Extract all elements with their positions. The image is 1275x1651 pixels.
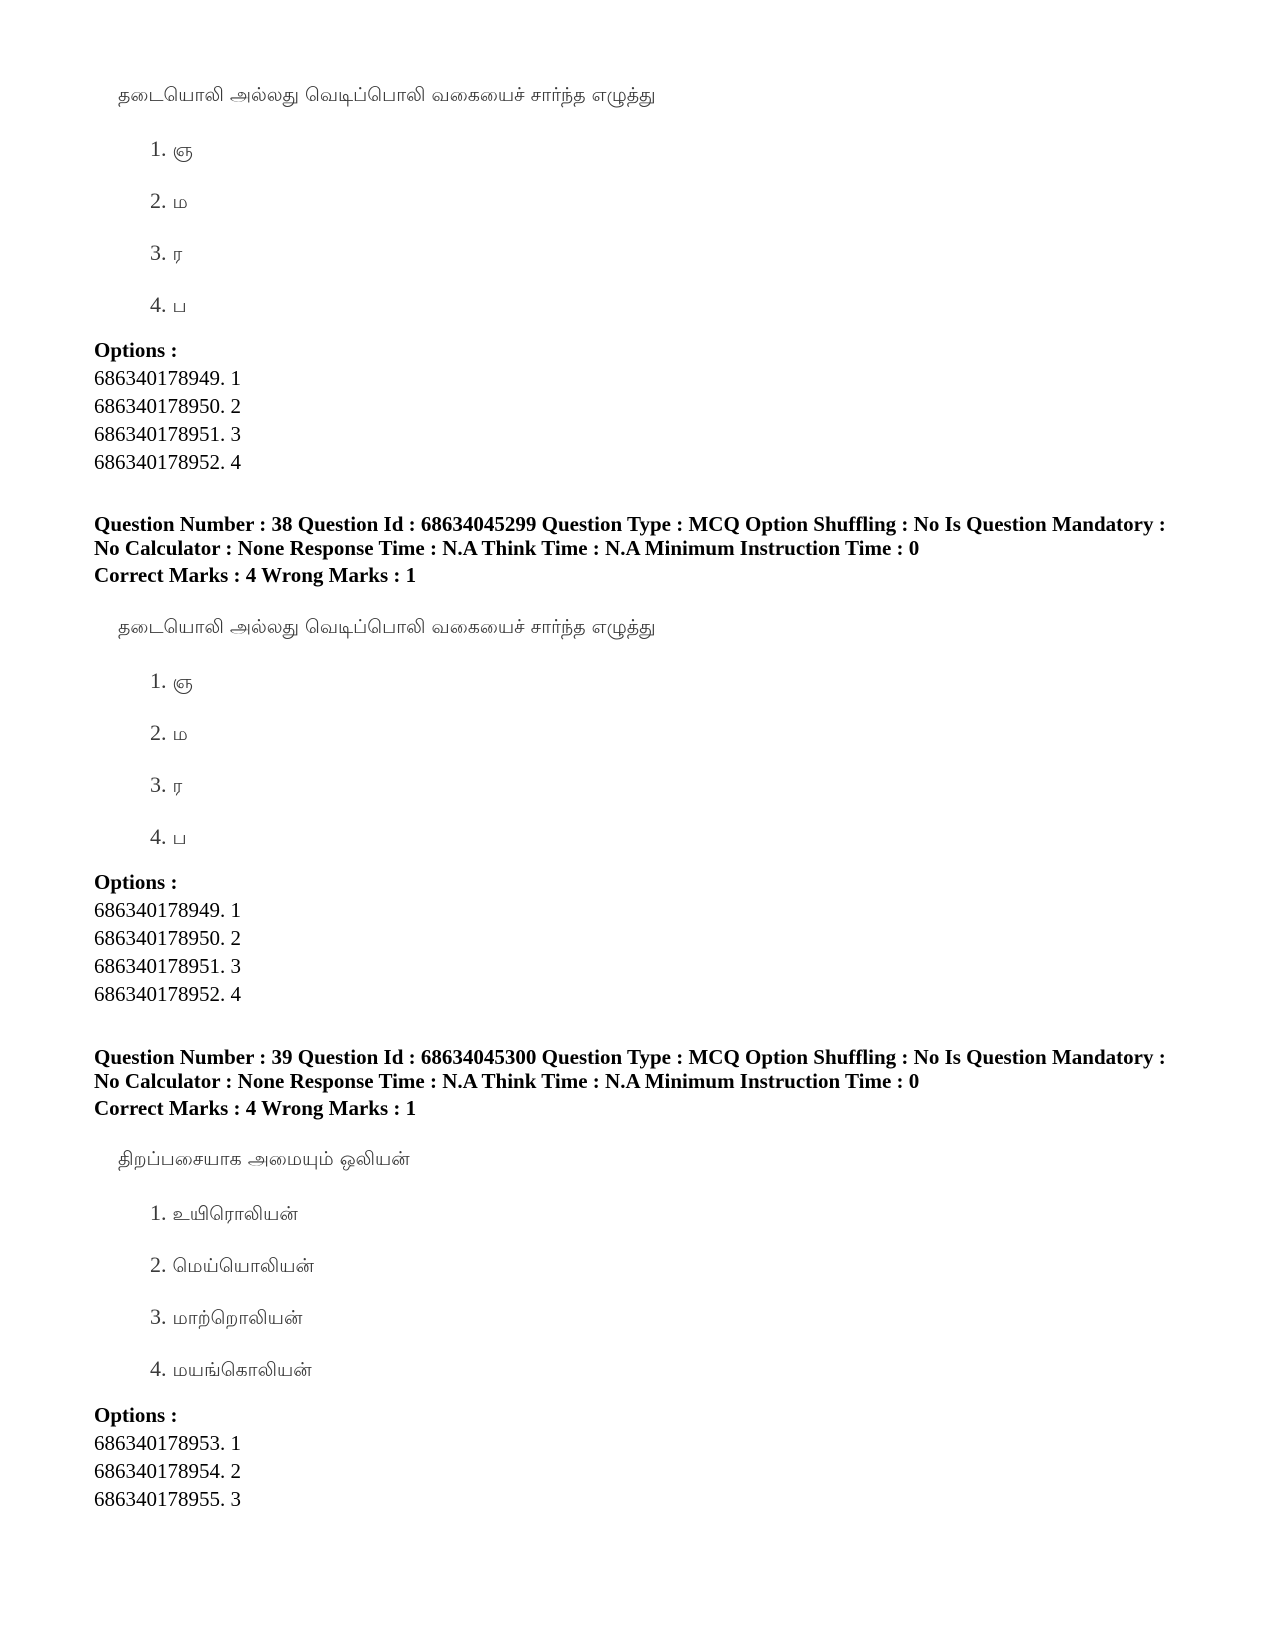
choice-text: ர (172, 243, 183, 265)
question-meta-line: Question Number : 38 Question Id : 68634045299 Question Type : MCQ Option Shuffling : No Is Question Mandatory : (94, 512, 1166, 536)
choice-number: 3. (150, 1304, 167, 1329)
question-marks: Correct Marks : 4 Wrong Marks : 1 (94, 563, 417, 587)
choice-text: ம (172, 191, 188, 213)
choice-number: 1. (150, 1200, 167, 1225)
options-heading: Options : (94, 338, 178, 362)
choice-item (150, 668, 193, 696)
choice-item (150, 824, 187, 852)
options-heading: Options : (94, 870, 178, 894)
choice-item (150, 720, 188, 748)
choice-number: 2. (150, 188, 167, 213)
choice-item (150, 188, 188, 216)
option-id-row: 686340178952. 4 (94, 982, 241, 1006)
choice-text: ஞ (172, 139, 193, 161)
choice-number: 3. (150, 772, 167, 797)
choice-item (150, 1356, 312, 1384)
option-id-row: 686340178951. 3 (94, 954, 241, 978)
choice-text: மயங்கொலியன் (172, 1359, 312, 1381)
choice-item (150, 1200, 298, 1228)
choice-number: 3. (150, 240, 167, 265)
options-heading: Options : (94, 1403, 178, 1427)
choice-text: மாற்றொலியன் (172, 1307, 303, 1329)
choice-item (150, 292, 187, 320)
question-marks: Correct Marks : 4 Wrong Marks : 1 (94, 1096, 417, 1120)
choice-text: உயிரொலியன் (172, 1203, 298, 1225)
choice-item (150, 1304, 302, 1332)
choice-number: 1. (150, 136, 167, 161)
question-stem: திறப்பசையாக அமையும் ஒலியன் (118, 1148, 410, 1170)
option-id-row: 686340178949. 1 (94, 898, 241, 922)
choice-text: ம (172, 723, 188, 745)
choice-number: 2. (150, 1252, 167, 1277)
question-stem: தடையொலி அல்லது வெடிப்பொலி வகையைச் சார்ந்த எழுத்து (118, 616, 656, 638)
option-id-row: 686340178952. 4 (94, 450, 241, 474)
option-id-row: 686340178949. 1 (94, 366, 241, 390)
question-meta-line: No Calculator : None Response Time : N.A Think Time : N.A Minimum Instruction Time : 0 (94, 1069, 920, 1093)
question-meta-line: No Calculator : None Response Time : N.A Think Time : N.A Minimum Instruction Time : 0 (94, 536, 920, 560)
choice-number: 4. (150, 824, 167, 849)
choice-item (150, 240, 182, 268)
option-id-row: 686340178950. 2 (94, 394, 241, 418)
choice-text: ஞ (172, 671, 193, 693)
option-id-row: 686340178955. 3 (94, 1487, 241, 1511)
choice-text: ர (172, 775, 183, 797)
choice-text: ப (172, 295, 187, 317)
option-id-row: 686340178950. 2 (94, 926, 241, 950)
choice-item (150, 772, 182, 800)
choice-number: 1. (150, 668, 167, 693)
choice-number: 2. (150, 720, 167, 745)
choice-item (150, 1252, 314, 1280)
question-stem: தடையொலி அல்லது வெடிப்பொலி வகையைச் சார்ந்த எழுத்து (118, 84, 656, 106)
choice-text: ப (172, 827, 187, 849)
option-id-row: 686340178954. 2 (94, 1459, 241, 1483)
choice-number: 4. (150, 292, 167, 317)
option-id-row: 686340178951. 3 (94, 422, 241, 446)
question-meta-line: Question Number : 39 Question Id : 68634045300 Question Type : MCQ Option Shuffling : No Is Question Mandatory : (94, 1045, 1166, 1069)
choice-text: மெய்யொலியன் (172, 1255, 314, 1277)
option-id-row: 686340178953. 1 (94, 1431, 241, 1455)
choice-number: 4. (150, 1356, 167, 1381)
choice-item (150, 136, 193, 164)
